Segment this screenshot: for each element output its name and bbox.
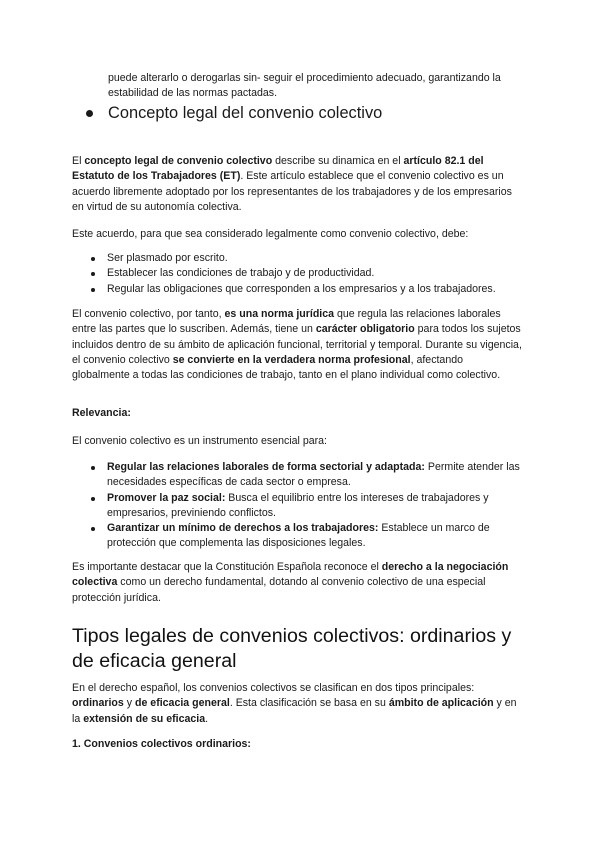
list-item (88, 491, 524, 522)
bold-run: es una norma jurídica (224, 308, 335, 320)
text-run: como un derecho fundamental, dotando al convenio colectivo de una especial protección jurídica. (72, 576, 486, 604)
paragraph-requirements-intro: Este acuerdo, para que sea considerado legalmente como convenio colectivo, debe: (72, 228, 469, 240)
list-item-text: Establecer las condiciones de trabajo y de productividad. (107, 267, 375, 280)
list-item-text: Ser plasmado por escrito. (107, 252, 228, 264)
bold-run: Garantizar un mínimo de derechos a los trabajadores: (107, 522, 379, 535)
bold-run: se convierte en la verdadera norma profesional (172, 353, 411, 366)
text-run: Es importante destacar que la Constitución Española reconoce el (72, 561, 382, 573)
list-item (88, 282, 524, 297)
list-item (88, 251, 524, 266)
section-heading-text: Concepto legal del convenio colectivo (108, 104, 383, 122)
continuation-line: estabilidad de las normas pactadas. (108, 87, 278, 100)
bold-run: Relevancia: (72, 407, 131, 419)
bullet-icon (91, 497, 95, 501)
bold-run: derecho a la negociación colectiva (72, 561, 509, 589)
text-run: describe su dinamica en el (272, 155, 404, 167)
paragraph-constitution (72, 560, 522, 606)
section-title: Tipos legales de convenios colectivos: ordinarios y de eficacia general (72, 625, 512, 673)
paragraph-classification (72, 681, 522, 727)
text-run: para todos los sujetos incluidos dentro de su ámbito de aplicación funcional, territorial y temporal. Durante su vigencia, el convenio colectivo (72, 323, 522, 366)
list-item (88, 266, 524, 281)
text-run: . Esta clasificación se basa en su (229, 697, 389, 710)
relevance-list (88, 460, 524, 552)
text-run: . (205, 712, 209, 725)
continuation-paragraph (108, 71, 528, 102)
bullet-icon (91, 257, 95, 261)
bold-run: ámbito de aplicación (388, 697, 494, 710)
list-item-text: Permite atender las necesidades específicas de cada sector o empresa. (107, 461, 520, 489)
section-heading (86, 102, 382, 124)
bold-run: de eficacia general (135, 697, 230, 710)
requirements-list (88, 251, 524, 297)
text-run: En el derecho español, los convenios colectivos se clasifican en dos tipos principales: (72, 682, 475, 694)
relevance-heading (72, 406, 522, 421)
paragraph-relevance-intro: El convenio colectivo es un instrumento esencial para: (72, 435, 327, 447)
bold-run: Promover la paz social: (107, 491, 226, 504)
bullet-icon (86, 110, 93, 117)
list-item (88, 460, 524, 491)
bold-run: artículo 82.1 del Estatuto de los Trabajadores (ET) (72, 155, 484, 183)
bold-run: concepto legal de convenio colectivo (84, 155, 273, 167)
text-run: El convenio colectivo, por tanto, (72, 308, 225, 320)
text-run: . Este artículo establece que el convenio colectivo es un acuerdo libremente adoptado por los representantes de los trabajadores y de los empresarios en virtud de su autonomía colectiva. (72, 170, 512, 213)
text-run: y (123, 697, 135, 710)
bold-run: ordinarios (72, 697, 124, 710)
bullet-icon (91, 288, 95, 292)
bold-run: 1. Convenios colectivos ordinarios: (72, 738, 251, 750)
bold-run: carácter obligatorio (315, 323, 415, 336)
paragraph-concept (72, 154, 522, 215)
bullet-icon (91, 272, 95, 276)
bold-run: extensión de su eficacia (83, 712, 206, 725)
list-item (88, 521, 524, 552)
list-item-text: Establece un marco de protección que complementa las disposiciones legales. (107, 522, 490, 550)
text-run: , afectando globalmente a todas las condiciones de trabajo, tanto en el plano individual como colectivo. (72, 353, 501, 382)
bold-run: Regular las relaciones laborales de forma sectorial y adaptada: (107, 461, 425, 473)
paragraph-legal-norm (72, 307, 522, 383)
subsection-heading (72, 737, 522, 752)
list-item-text: Busca el equilibrio entre los intereses de trabajadores y empresarios, previniendo conflictos. (107, 491, 489, 519)
bullet-icon (91, 466, 95, 470)
text-run: que regula las relaciones laborales entre las partes que lo suscriben. Además, tiene un (72, 308, 501, 336)
text-run: El (72, 155, 85, 167)
continuation-line: puede alterarlo o derogarlas sin- seguir el procedimiento adecuado, garantizando la (108, 72, 501, 84)
text-run: y en la (72, 697, 517, 725)
list-item-text: Regular las obligaciones que corresponden a los empresarios y a los trabajadores. (107, 282, 496, 295)
bullet-icon (91, 527, 95, 531)
